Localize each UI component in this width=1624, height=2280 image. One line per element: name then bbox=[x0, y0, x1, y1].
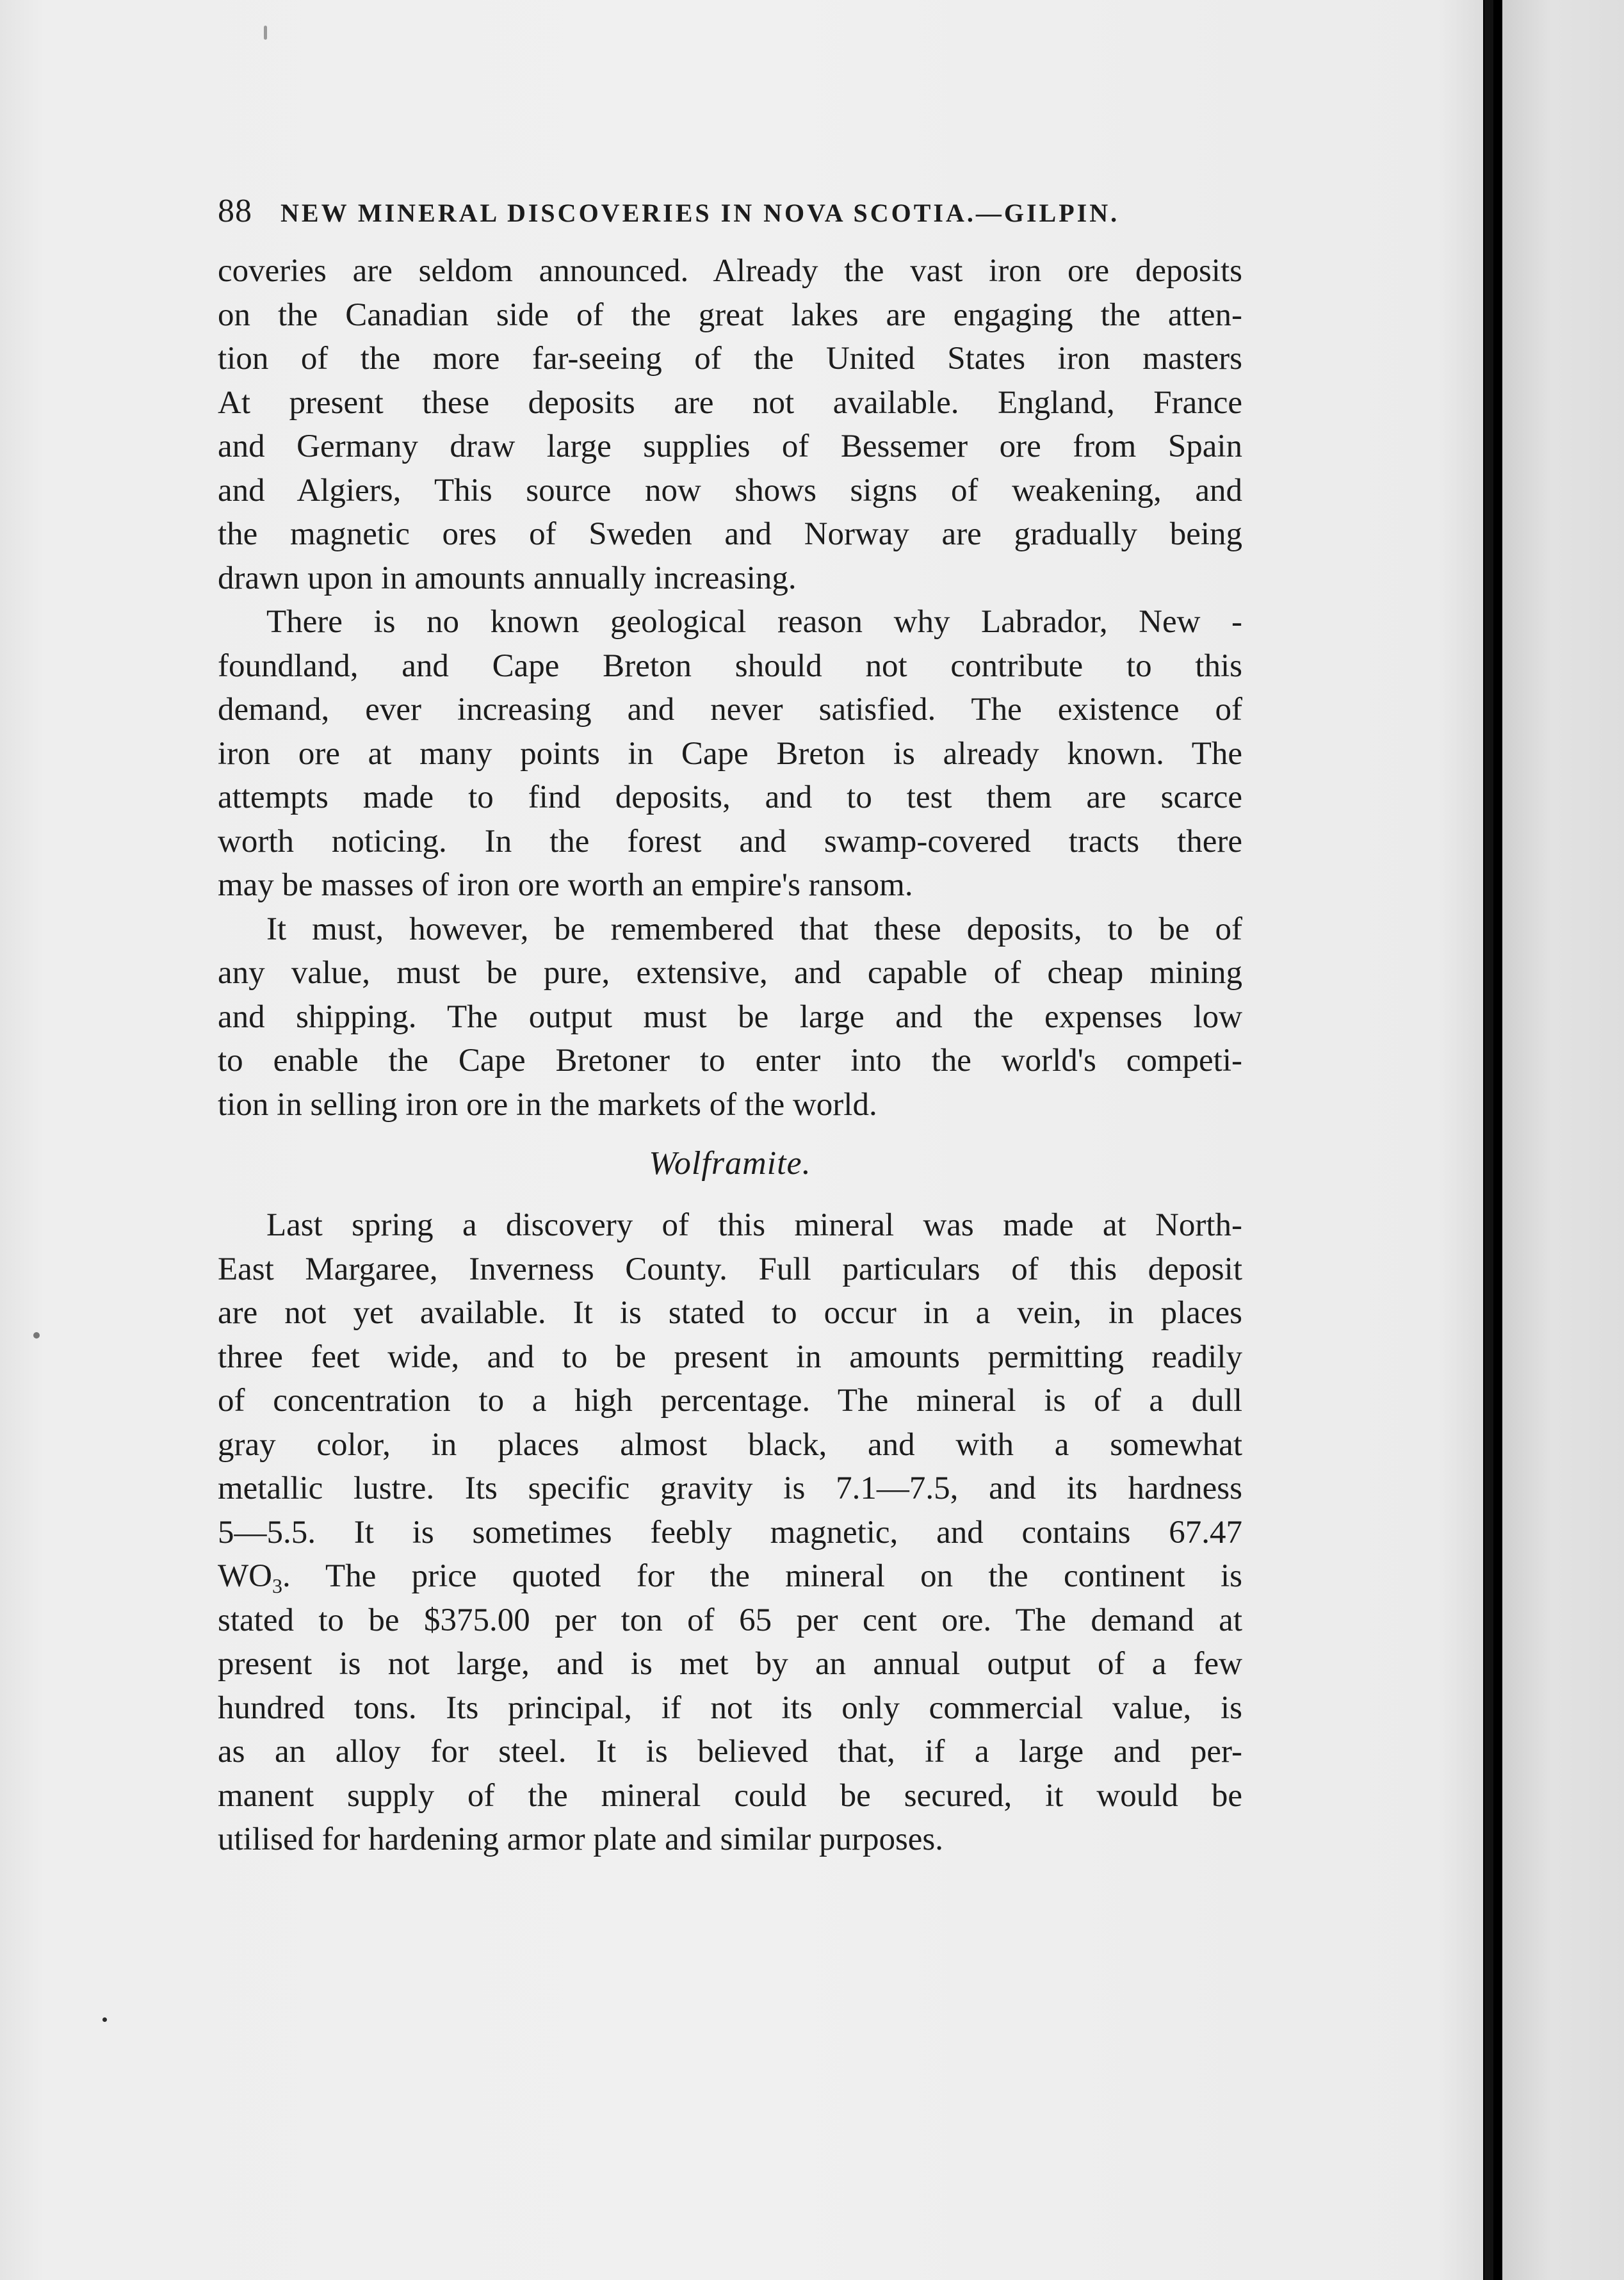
text-line: There is no known geological reason why Labrador, New - bbox=[266, 604, 1242, 640]
text-line: are not yet available. It is stated to occur in a vein, in places bbox=[218, 1295, 1242, 1331]
text-line: iron ore at many points in Cape Breton is already known. The bbox=[218, 735, 1242, 772]
text-line: At present these deposits are not available. England, France bbox=[218, 384, 1242, 421]
text-line: as an alloy for steel. It is believed that, if a large and per- bbox=[218, 1734, 1242, 1770]
text-line: attempts made to find deposits, and to test them are scarce bbox=[218, 779, 1242, 815]
text-line: present is not large, and is met by an annual output of a few bbox=[218, 1646, 1242, 1682]
running-head bbox=[218, 192, 1242, 230]
text-line: to enable the Cape Bretoner to enter into the world's competi- bbox=[218, 1043, 1242, 1079]
text-line: worth noticing. In the forest and swamp-covered tracts there bbox=[218, 823, 1242, 859]
text-line: stated to be $375.00 per ton of 65 per cent ore. The demand at bbox=[218, 1602, 1242, 1638]
text-line: and Germany draw large supplies of Bessemer ore from Spain bbox=[218, 428, 1242, 464]
text-line: drawn upon in amounts annually increasing. bbox=[218, 560, 797, 596]
text-line: tion in selling iron ore in the markets of the world. bbox=[218, 1086, 877, 1123]
formula-line bbox=[218, 1554, 1242, 1599]
text-line: gray color, in places almost black, and with a somewhat bbox=[218, 1426, 1242, 1463]
scan-speck bbox=[102, 2017, 107, 2022]
text-line: foundland, and Cape Breton should not contribute to this bbox=[218, 647, 1242, 684]
text-line: may be masses of iron ore worth an empire's ransom. bbox=[218, 867, 913, 903]
scan-speck bbox=[33, 1332, 40, 1339]
adjacent-page-edge bbox=[1502, 0, 1624, 2280]
text-line: 5—5.5. It is sometimes feebly magnetic, and contains 67.47 bbox=[218, 1514, 1242, 1551]
text-line: three feet wide, and to be present in amounts permitting readily bbox=[218, 1339, 1242, 1375]
text-line: utilised for hardening armor plate and similar purposes. bbox=[218, 1821, 944, 1857]
formula-subscript: 3 bbox=[272, 1574, 282, 1597]
section-heading: Wolframite. bbox=[649, 1145, 811, 1182]
text-line: coveries are seldom announced. Already the vast iron ore deposits bbox=[218, 253, 1242, 289]
text-line: manent supply of the mineral could be secured, it would be bbox=[218, 1777, 1242, 1814]
text-line: of concentration to a high percentage. The mineral is of a dull bbox=[218, 1383, 1242, 1419]
paragraph-cape-breton bbox=[218, 600, 1242, 908]
page-number: 88 bbox=[218, 193, 252, 229]
binding-gutter bbox=[1484, 0, 1493, 2280]
text-line: the magnetic ores of Sweden and Norway are gradually being bbox=[218, 516, 1242, 552]
text-line: Last spring a discovery of this mineral was made at North- bbox=[266, 1207, 1242, 1243]
text-line: and shipping. The output must be large and the expenses low bbox=[218, 998, 1242, 1035]
page-content bbox=[218, 192, 1242, 1862]
text-line: hundred tons. Its principal, if not its only commercial value, is bbox=[218, 1690, 1242, 1726]
formula-base: WO bbox=[218, 1558, 272, 1594]
body-text bbox=[218, 249, 1242, 1862]
text-line: tion of the more far-seeing of the United States iron masters bbox=[218, 341, 1242, 377]
text-line: any value, must be pure, extensive, and capable of cheap mining bbox=[218, 955, 1242, 991]
text-line: demand, ever increasing and never satisfied. The existence of bbox=[218, 692, 1242, 728]
text-line: It must, however, be remembered that these deposits, to be of bbox=[266, 911, 1242, 947]
paragraph-deposit-value bbox=[218, 908, 1242, 1127]
running-title: NEW MINERAL DISCOVERIES IN NOVA SCOTIA.—GILPIN. bbox=[280, 199, 1120, 227]
text-line: East Margaree, Inverness County. Full particulars of this deposit bbox=[218, 1251, 1242, 1287]
scan-speck bbox=[264, 26, 267, 40]
chemical-formula bbox=[218, 1558, 282, 1597]
formula-line-text: . The price quoted for the mineral on the continent is bbox=[282, 1558, 1242, 1594]
paragraph-iron-ore bbox=[218, 249, 1242, 600]
text-line: and Algiers, This source now shows signs of weakening, and bbox=[218, 472, 1242, 509]
text-line: on the Canadian side of the great lakes are engaging the atten- bbox=[218, 297, 1242, 333]
text-line: metallic lustre. Its specific gravity is 7.1—7.5, and its hardness bbox=[218, 1470, 1242, 1506]
paragraph-wolframite bbox=[218, 1203, 1242, 1862]
